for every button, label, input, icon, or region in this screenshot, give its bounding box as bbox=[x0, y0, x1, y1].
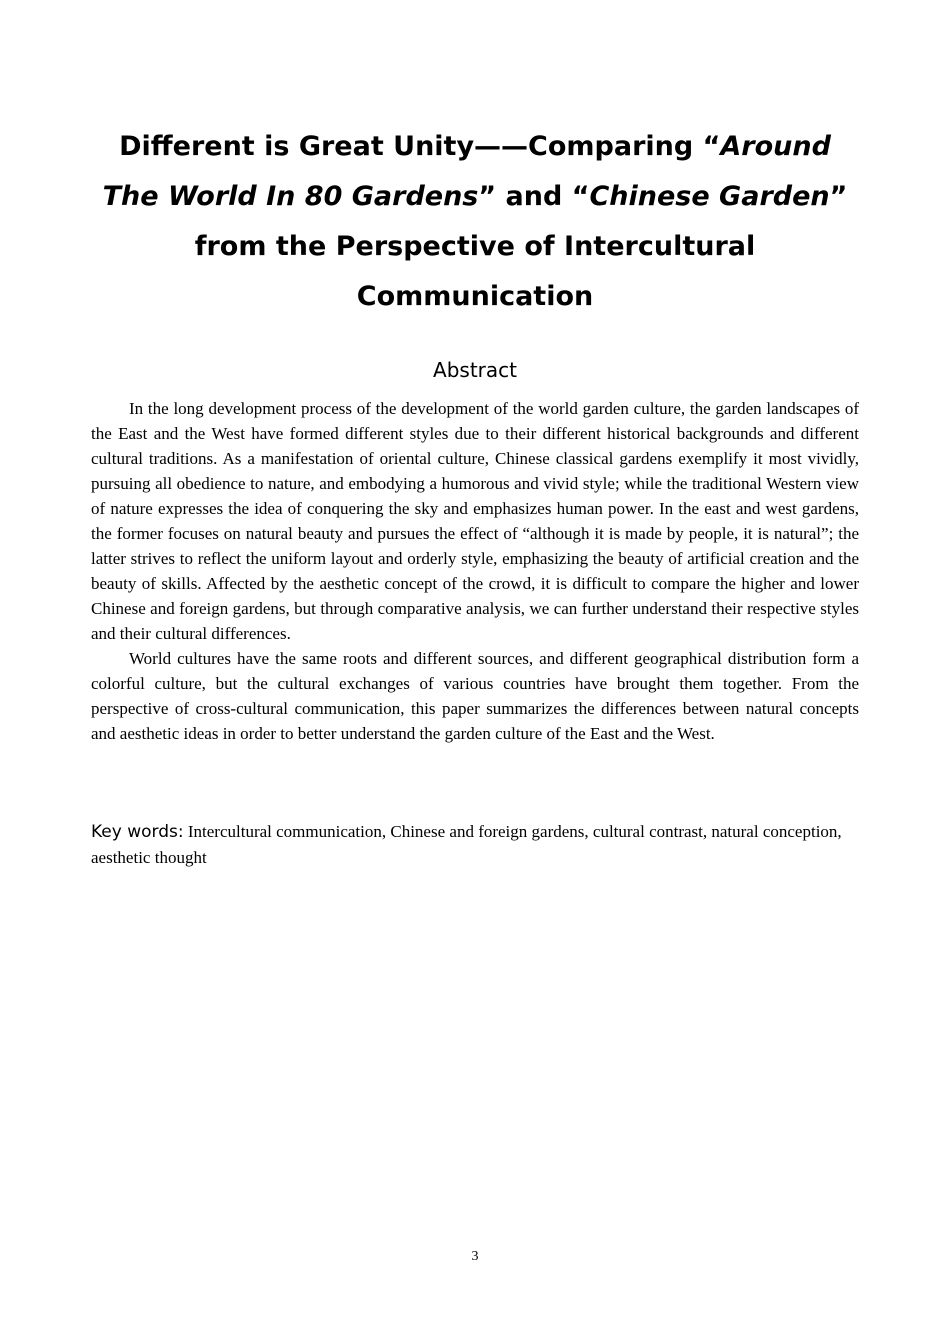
keywords-label: Key words: bbox=[91, 822, 184, 842]
title-italic-book-2: Chinese Garden bbox=[589, 181, 830, 212]
abstract-paragraph-2: World cultures have the same roots and different sources, and different geographical distribution form a colorful culture, but the cultural exchanges of various countries have brought them together. From the perspective of cross-cultural communication, this paper summarizes the differences between natural concepts and aesthetic ideas in order to better understand the garden culture of the East and the West. bbox=[91, 649, 859, 743]
title-part-1: Different is Great Unity——Comparing “ bbox=[119, 131, 721, 162]
title-part-2: ” and “ bbox=[478, 181, 590, 212]
title-part-3: ” from the Perspective of Intercultural Communication bbox=[194, 181, 848, 312]
keywords-text: Intercultural communication, Chinese and foreign gardens, cultural contrast, natural conception, aesthetic thought bbox=[91, 822, 842, 867]
abstract-body bbox=[91, 396, 859, 746]
abstract-heading: Abstract bbox=[433, 358, 517, 382]
page-number: 3 bbox=[471, 1249, 479, 1264]
abstract-paragraph-1: In the long development process of the development of the world garden culture, the garden landscapes of the East and the West have formed different styles due to their different historical backgrounds and different cultural traditions. As a manifestation of oriental culture, Chinese classical gardens exemplify it most vividly, pursuing all obedience to nature, and embodying a humorous and vivid style; while the traditional Western view of nature expresses the idea of conquering the sky and emphasizes human power. In the east and west gardens, the former focuses on natural beauty and pursues the effect of “although it is made by people, it is natural”; the latter strives to reflect the uniform layout and orderly style, emphasizing the beauty of artificial creation and the beauty of skills. Affected by the aesthetic concept of the crowd, it is difficult to compare the higher and lower Chinese and foreign gardens, but through comparative analysis, we can further understand their respective styles and their cultural differences. bbox=[91, 399, 859, 643]
keywords bbox=[91, 819, 859, 870]
paper-title bbox=[90, 122, 860, 322]
title-italic-book-1: Around The World In 80 Gardens bbox=[102, 131, 831, 212]
